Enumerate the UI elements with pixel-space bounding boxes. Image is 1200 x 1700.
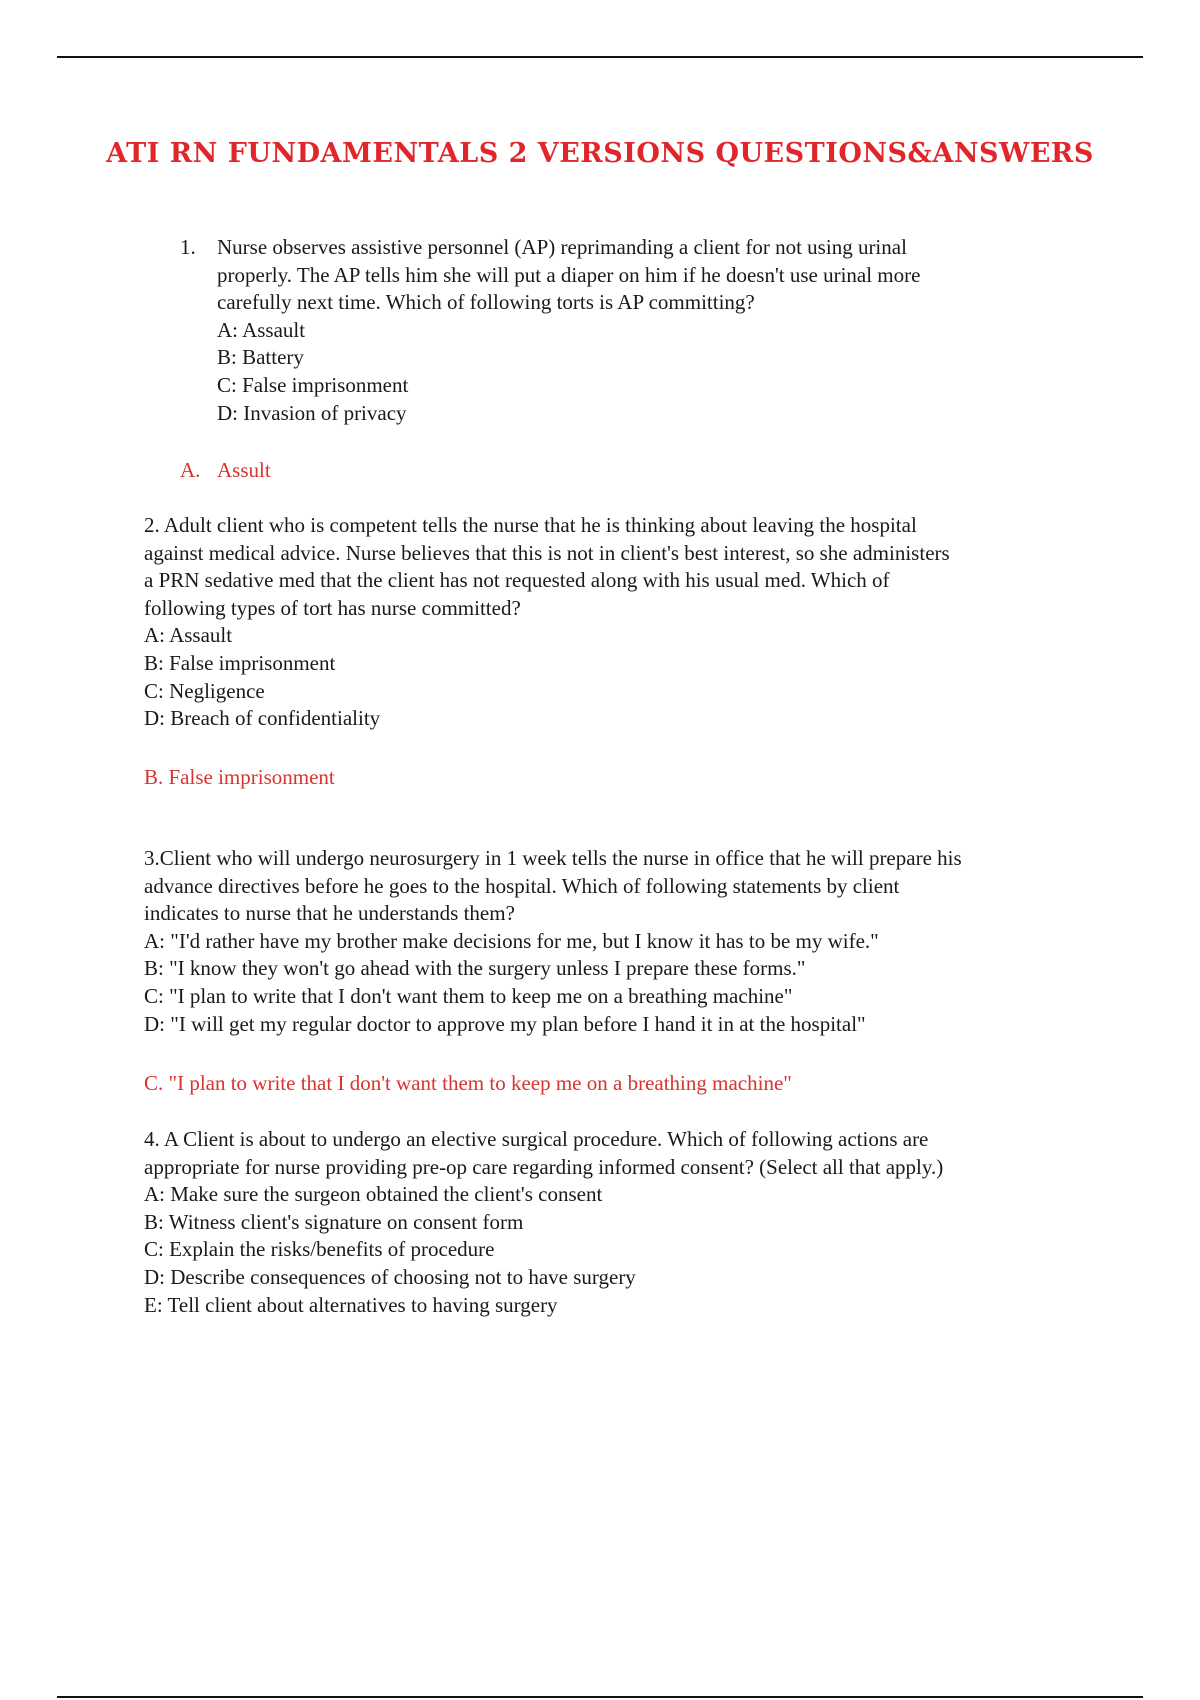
option-c: C: Negligence bbox=[144, 678, 265, 703]
question-text-line: carefully next time. Which of following torts is AP committing? bbox=[217, 290, 755, 315]
question-text-line: 3.Client who will undergo neurosurgery in 1 week tells the nurse in office that he will prepare his bbox=[144, 846, 962, 870]
option-a: A: Assault bbox=[217, 317, 306, 342]
question-2 bbox=[144, 512, 950, 733]
option-b: B: False imprisonment bbox=[144, 650, 336, 675]
answer-label: A. bbox=[180, 458, 201, 482]
question-text-line: advance directives before he goes to the hospital. Which of following statements by client bbox=[144, 873, 900, 898]
option-d: D: Invasion of privacy bbox=[217, 400, 407, 425]
option-c: C: Explain the risks/benefits of procedure bbox=[144, 1237, 495, 1262]
question-text-line: a PRN sedative med that the client has not requested along with his usual med. Which of bbox=[144, 568, 890, 593]
question-text-line: 4. A Client is about to undergo an elective surgical procedure. Which of following actions are bbox=[144, 1127, 929, 1151]
answer-3: C. "I plan to write that I don't want them to keep me on a breathing machine" bbox=[144, 1071, 792, 1095]
option-a: A: Assault bbox=[144, 623, 233, 648]
option-a: A: Make sure the surgeon obtained the client's consent bbox=[144, 1182, 603, 1207]
document-title: ATI RN FUNDAMENTALS 2 VERSIONS QUESTIONS&ANSWERS bbox=[106, 138, 1094, 169]
option-c: C: "I plan to write that I don't want them to keep me on a breathing machine" bbox=[144, 983, 793, 1008]
option-c: C: False imprisonment bbox=[217, 372, 409, 397]
option-b: B: "I know they won't go ahead with the surgery unless I prepare these forms." bbox=[144, 956, 806, 981]
question-text-line: indicates to nurse that he understands them? bbox=[144, 901, 515, 926]
option-d: D: Breach of confidentiality bbox=[144, 706, 381, 731]
question-4 bbox=[144, 1126, 943, 1319]
option-d: D: "I will get my regular doctor to approve my plan before I hand it in at the hospital" bbox=[144, 1011, 866, 1036]
option-a: A: "I'd rather have my brother make decisions for me, but I know it has to be my wife." bbox=[144, 928, 879, 953]
question-text-line: 2. Adult client who is competent tells the nurse that he is thinking about leaving the hospital bbox=[144, 513, 917, 537]
question-text-line: appropriate for nurse providing pre-op care regarding informed consent? (Select all that apply.) bbox=[144, 1154, 944, 1179]
option-b: B: Battery bbox=[217, 345, 304, 370]
question-3 bbox=[144, 845, 962, 1038]
option-e: E: Tell client about alternatives to having surgery bbox=[144, 1292, 558, 1317]
option-b: B: Witness client's signature on consent form bbox=[144, 1209, 524, 1234]
question-text-line: Nurse observes assistive personnel (AP) reprimanding a client for not using urinal bbox=[217, 235, 907, 259]
question-number: 1. bbox=[180, 235, 196, 259]
top-rule bbox=[57, 56, 1143, 58]
bottom-rule bbox=[57, 1696, 1143, 1698]
question-text-line: against medical advice. Nurse believes that this is not in client's best interest, so she administers bbox=[144, 540, 950, 565]
question-text-line: properly. The AP tells him she will put a diaper on him if he doesn't use urinal more bbox=[217, 262, 921, 287]
answer-2: B. False imprisonment bbox=[144, 765, 335, 789]
question-text-line: following types of tort has nurse committed? bbox=[144, 595, 521, 620]
answer-text: Assult bbox=[217, 458, 271, 482]
option-d: D: Describe consequences of choosing not to have surgery bbox=[144, 1264, 636, 1289]
